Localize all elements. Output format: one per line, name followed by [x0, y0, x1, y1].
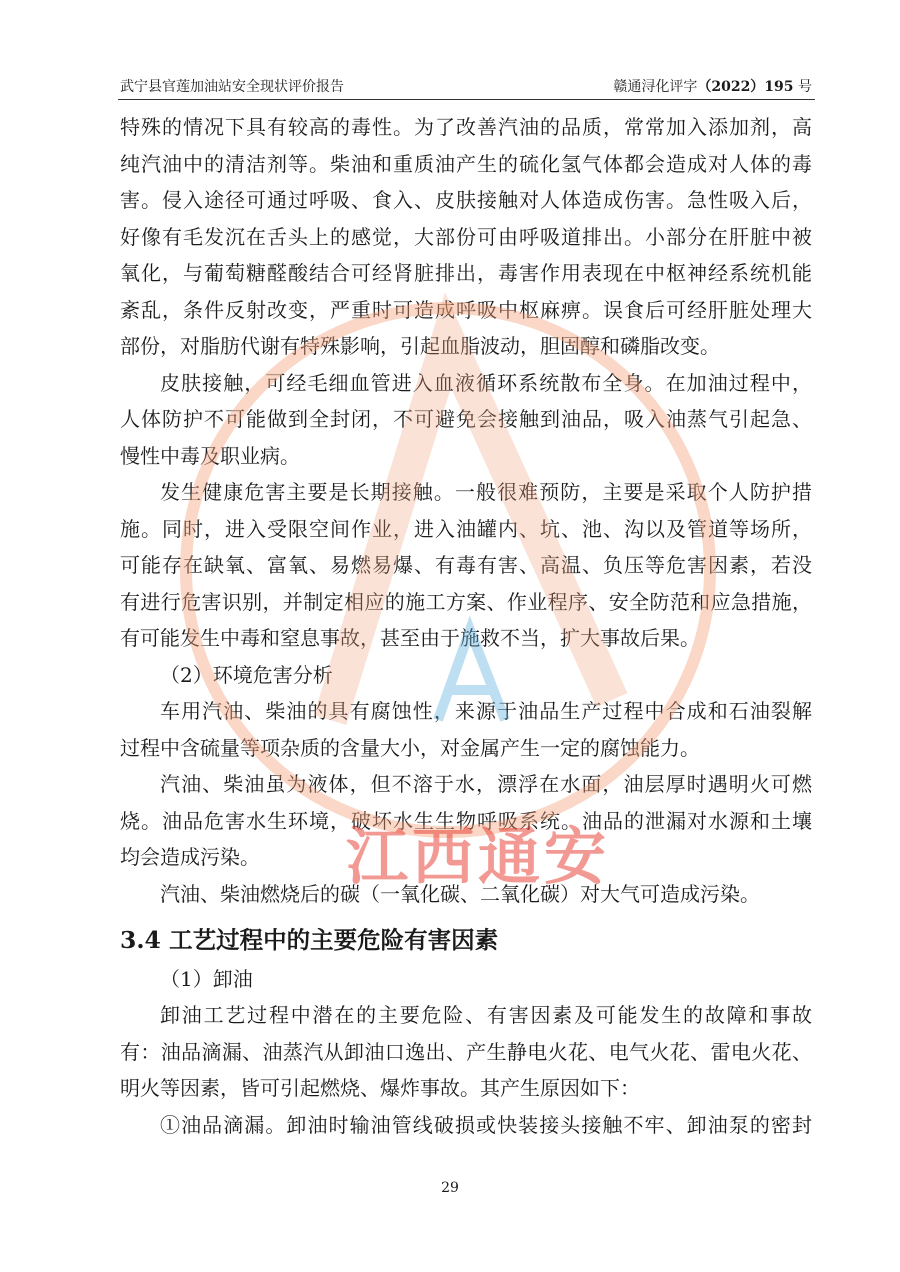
text-line: 皮肤接触，可经毛细血管进入血液循环系统散布全身。在加油过程中， — [160, 370, 812, 395]
page-number: 29 — [441, 1180, 459, 1196]
text-line: 汽油、柴油燃烧后的碳（一氧化碳、二氧化碳）对大气可造成污染。 — [160, 881, 760, 906]
document-number-suffix: 号 — [793, 79, 812, 95]
text-line: 有进行危害识别，并制定相应的施工方案、作业程序、安全防范和应急措施， — [120, 589, 812, 614]
text-line: （1）卸油 — [160, 966, 253, 991]
text-line: 纯汽油中的清洁剂等。柴油和重质油产生的硫化氢气体都会造成对人体的毒 — [120, 151, 812, 176]
paragraph — [120, 657, 812, 694]
text-line: 有可能发生中毒和窒息事故，甚至由于施救不当，扩大事故后果。 — [120, 626, 700, 650]
text-line: 有：油品滴漏、油蒸汽从卸油口逸出、产生静电火花、电气火花、雷电火花、 — [120, 1039, 812, 1064]
paragraph — [120, 766, 812, 876]
text-line: 卸油工艺过程中潜在的主要危险、有害因素及可能发生的故障和事故 — [160, 1003, 812, 1027]
paragraph — [120, 109, 812, 365]
document-number-value: （2022）195 — [697, 79, 794, 95]
paragraph — [120, 365, 812, 475]
text-line: 害。侵入途径可通过呼吸、食入、皮肤接触对人体造成伤害。急性吸入后， — [120, 188, 812, 212]
paragraph — [120, 693, 812, 766]
text-line: 发生健康危害主要是长期接触。一般很难预防，主要是采取个人防护措 — [160, 480, 812, 504]
text-line: 过程中含硫量等项杂质的含量大小，对金属产生一定的腐蚀能力。 — [120, 735, 700, 760]
paragraph — [120, 474, 812, 657]
text-line: 均会造成污染。 — [120, 845, 260, 869]
text-line: 明火等因素，皆可引起燃烧、爆炸事故。其产生原因如下： — [120, 1076, 640, 1100]
text-line: 好像有毛发沉在舌头上的感觉，大部份可由呼吸道排出。小部分在肝脏中被 — [120, 224, 812, 249]
document-number-header — [613, 78, 812, 96]
paragraph — [120, 876, 812, 913]
watermark-label: 江西通安 — [345, 820, 611, 893]
section-heading: 3.4 工艺过程中的主要危险有害因素 — [120, 926, 499, 954]
paragraph — [120, 1107, 812, 1144]
text-line: （2）环境危害分析 — [160, 662, 333, 687]
report-title-header: 武宁县官莲加油站安全现状评价报告 — [120, 79, 344, 95]
text-line: 人体防护不可能做到全封闭，不可避免会接触到油品，吸入油蒸气引起急、 — [120, 407, 812, 431]
document-number-prefix: 赣通浔化评字 — [613, 79, 698, 95]
text-line: 施。同时，进入受限空间作业，进入油罐内、坑、池、沟以及管道等场所， — [120, 516, 812, 541]
text-line: 氧化，与葡萄糖醛酸结合可经肾脏排出，毒害作用表现在中枢神经系统机能 — [120, 261, 812, 285]
text-line: ①油品滴漏。卸油时输油管线破损或快装接头接触不牢、卸油泵的密封 — [160, 1112, 812, 1137]
text-line: 车用汽油、柴油的具有腐蚀性，来源于油品生产过程中合成和石油裂解 — [160, 699, 812, 723]
text-line: 烧。油品危害水生环境，破坏水生生物呼吸系统。油品的泄漏对水源和土壤 — [120, 808, 812, 833]
body-text — [120, 109, 812, 1143]
text-line: 可能存在缺氧、富氧、易燃易爆、有毒有害、高温、负压等危害因素，若没 — [120, 553, 812, 577]
text-line: 慢性中毒及职业病。 — [120, 443, 300, 468]
text-line: 特殊的情况下具有较高的毒性。为了改善汽油的品质，常常加入添加剂，高 — [120, 115, 812, 139]
text-line: 紊乱，条件反射改变，严重时可造成呼吸中枢麻痹。误食后可经肝脏处理大 — [120, 297, 812, 322]
text-line: 汽油、柴油虽为液体，但不溶于水，漂浮在水面，油层厚时遇明火可燃 — [160, 772, 812, 796]
text-line: 部份，对脂肪代谢有特殊影响，引起血脂波动，胆固醇和磷脂改变。 — [120, 334, 720, 358]
paragraph — [120, 961, 812, 998]
header-divider — [118, 99, 815, 100]
paragraph — [120, 997, 812, 1107]
